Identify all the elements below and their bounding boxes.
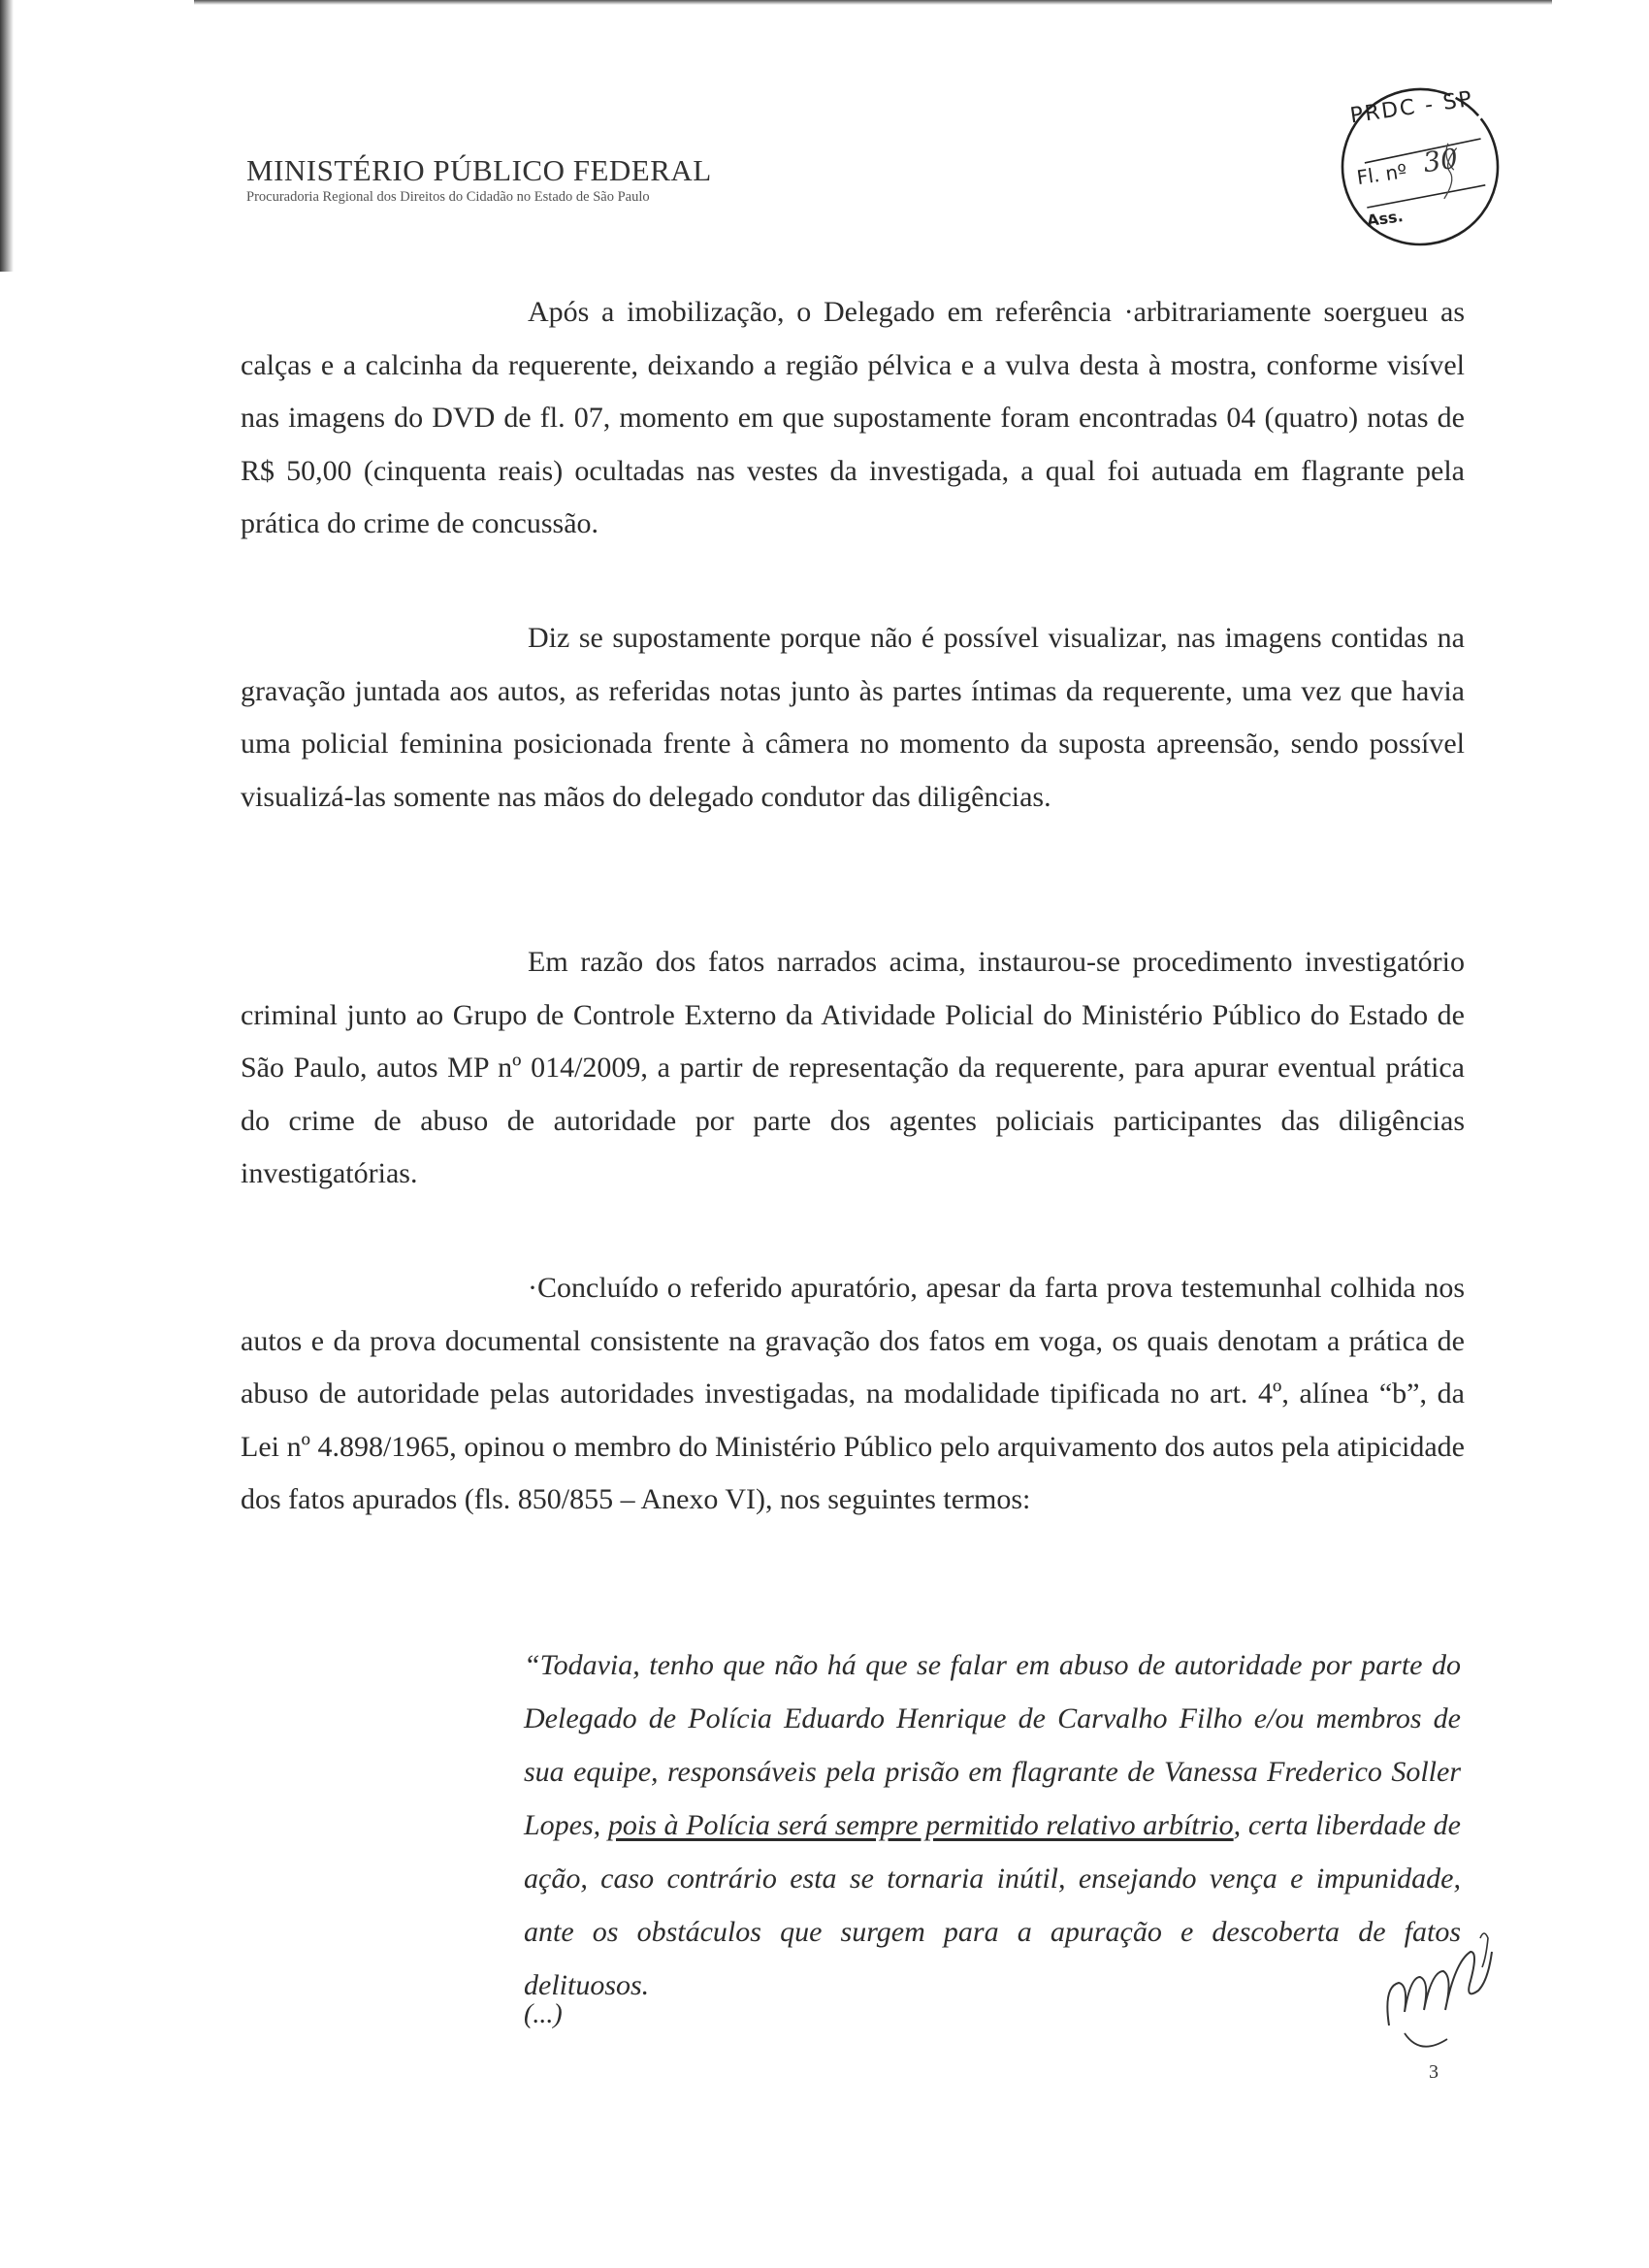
department-name: Procuradoria Regional dos Direitos do Cidadão no Estado de São Paulo (246, 189, 650, 205)
stamp-folio-number: 30 (1421, 142, 1461, 179)
paragraph-text: Após a imobilização, o Delegado em referência ·arbitrariamente soergueu as calças e a calcinha da requerente, deixando a região pélvica e a vulva desta à mostra, conforme visível nas imagens do DVD de fl. 07, momento em que supostamente foram encontradas 04 (quatro) notas de R$ 50,00 (cinquenta reais) ocultadas nas vestes da investigada, a qual foi autuada em flagrante pela prática do crime de concussão. (241, 296, 1465, 539)
handwritten-signature-icon (1375, 1919, 1531, 2055)
quote-ellipsis: (...) (524, 1999, 563, 2029)
block-quote (524, 1638, 1461, 2012)
quote-underlined-text: pois à Polícia será sempre permitido relativo arbítrio (607, 1809, 1234, 1841)
stamp-folio-label: Fl. nº (1355, 159, 1408, 190)
organization-name: MINISTÉRIO PÚBLICO FEDERAL (246, 153, 712, 187)
quote-text-start: “Todavia, tenho que não há que se falar em abuso de autoridade por parte do Delegado de Polícia Eduardo Henrique de Carvalho Filho e/ou membros de sua equipe, responsáveis pela prisão em flagrante de Vanessa Frederico Soller Lopes, (524, 1649, 1461, 1841)
stamp-signature-label: Ass. (1365, 207, 1405, 231)
paragraph-text: ·Concluído o referido apuratório, apesar da farta prova testemunhal colhida nos autos e da prova documental consistente na gravação dos fatos em voga, os quais denotam a prática de abuso de autoridade pelas autoridades investigadas, na modalidade tipificada no art. 4º, alínea “b”, da Lei nº 4.898/1965, opinou o membro do Ministério Público pelo arquivamento dos autos pela atipicidade dos fatos apurados (fls. 850/855 – Anexo VI), nos seguintes termos: (241, 1272, 1465, 1515)
scan-shadow-top (194, 0, 1552, 5)
quote-text-end: , certa liberdade de ação, caso contrário esta se tornaria inútil, ensejando vença e impunidade, ante os obstáculos que surgem para a apuração e descoberta de fatos delituosos. (524, 1809, 1461, 2001)
paragraph-text: Em razão dos fatos narrados acima, instaurou-se procedimento investigatório criminal junto ao Grupo de Controle Externo da Atividade Policial do Ministério Público do Estado de São Paulo, autos MP nº 014/2009, a partir de representação da requerente, para apurar eventual prática do crime de abuso de autoridade por parte dos agentes policiais participantes das diligências investigatórias. (241, 946, 1465, 1189)
letterhead (246, 153, 712, 206)
paragraph-investigation (241, 936, 1465, 1201)
scan-shadow-left (0, 0, 14, 272)
page-number: 3 (1429, 2061, 1439, 2083)
folio-stamp (1328, 75, 1512, 259)
stamp-office: PRDC - SP (1348, 86, 1475, 129)
paragraph-immobilization (241, 286, 1465, 551)
paragraph-conclusion (241, 1262, 1465, 1527)
paragraph-supposedly (241, 612, 1465, 824)
paragraph-text: Diz se supostamente porque não é possível visualizar, nas imagens contidas na gravação juntada aos autos, as referidas notas junto às partes íntimas da requerente, uma vez que havia uma policial feminina posicionada frente à câmera no momento da suposta apreensão, sendo possível visualizá-las somente nas mãos do delegado condutor das diligências. (241, 622, 1465, 813)
